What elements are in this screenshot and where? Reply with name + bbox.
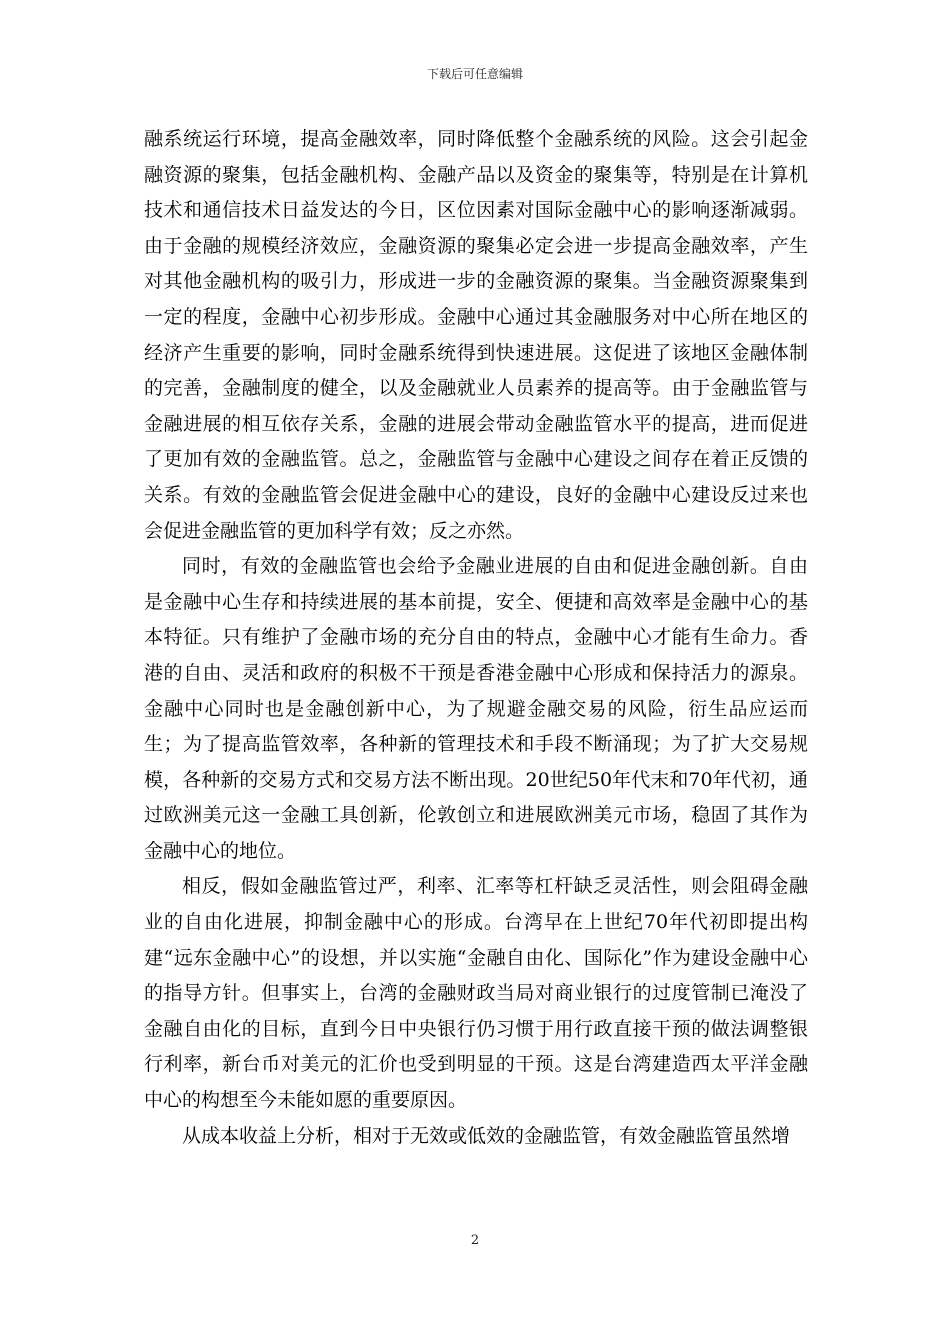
paragraph-2: 同时，有效的金融监管也会给予金融业进展的自由和促进金融创新。自由是金融中心生存和持续进展的基本前提，安全、便捷和高效率是金融中心的基本特征。只有维护了金融市场的充分自由的特点，金融中心才能有生命力。香港的自由、灵活和政府的积极不干预是香港金融中心形成和保持活力的源泉。金融中心同时也是金融创新中心，为了规避金融交易的风险，衍生品应运而生；为了提高监管效率，各种新的管理技术和手段不断涌现；为了扩大交易规模，各种新的交易方式和交易方法不断出现。20世纪50年代末和70年代初，通过欧洲美元这一金融工具创新，伦敦创立和进展欧洲美元市场，稳固了其作为金融中心的地位。 bbox=[144, 555, 808, 862]
paragraph-1: 融系统运行环境，提高金融效率，同时降低整个金融系统的风险。这会引起金融资源的聚集，包括金融机构、金融产品以及资金的聚集等，特别是在计算机技术和通信技术日益发达的今日，区位因素对国际金融中心的影响逐渐减弱。由于金融的规模经济效应，金融资源的聚集必定会进一步提高金融效率，产生对其他金融机构的吸引力，形成进一步的金融资源的聚集。当金融资源聚集到一定的程度，金融中心初步形成。金融中心通过其金融服务对中心所在地区的经济产生重要的影响，同时金融系统得到快速进展。这促进了该地区金融体制的完善，金融制度的健全，以及金融就业人员素养的提高等。由于金融监管与金融进展的相互依存关系，金融的进展会带动金融监管水平的提高，进而促进了更加有效的金融监管。总之，金融监管与金融中心建设之间存在着正反馈的关系。有效的金融监管会促进金融中心的建设，良好的金融中心建设反过来也会促进金融监管的更加科学有效；反之亦然。 bbox=[144, 128, 808, 542]
paragraph-3: 相反，假如金融监管过严，利率、汇率等杠杆缺乏灵活性，则会阻碍金融业的自由化进展，抑制金融中心的形成。台湾早在上世纪70年代初即提出构建“远东金融中心”的设想，并以实施“金融自由化、国际化”作为建设金融中心的指导方针。但事实上，台湾的金融财政当局对商业银行的过度管制已淹没了金融自由化的目标，直到今日中央银行仍习惯于用行政直接干预的做法调整银行利率，新台币对美元的汇价也受到明显的干预。这是台湾建造西太平洋金融中心的构想至今未能如愿的重要原因。 bbox=[144, 875, 808, 1112]
page-header: 下载后可任意编辑 bbox=[426, 67, 523, 81]
page-number: 2 bbox=[470, 1233, 480, 1248]
paragraph-4: 从成本收益上分析，相对于无效或低效的金融监管，有效金融监管虽然增 bbox=[182, 1124, 791, 1147]
document-body bbox=[144, 122, 808, 1154]
